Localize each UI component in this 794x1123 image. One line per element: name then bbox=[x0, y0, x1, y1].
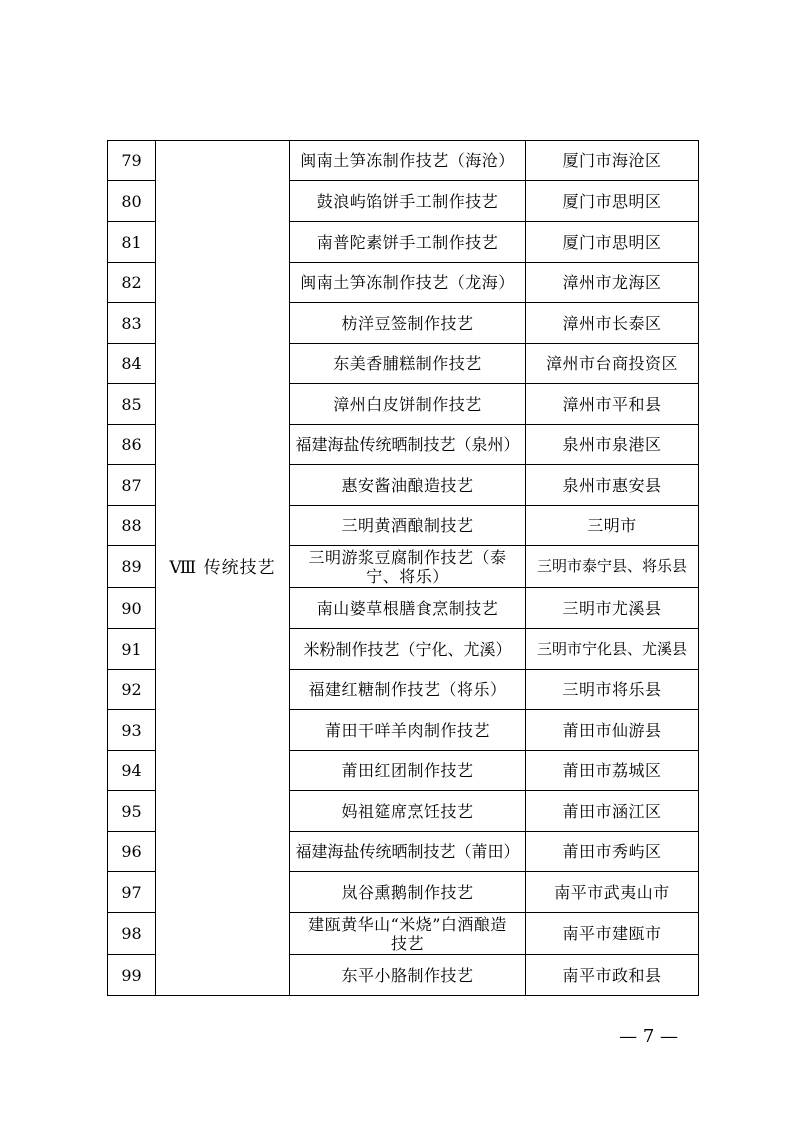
project-name: 闽南土笋冻制作技艺（龙海） bbox=[290, 263, 526, 303]
region-name: 莆田市仙游县 bbox=[526, 710, 699, 751]
project-name: 建瓯黄华山“米烧”白酒酿造技艺 bbox=[290, 913, 526, 955]
region-name: 南平市建瓯市 bbox=[526, 913, 699, 955]
region-name: 漳州市台商投资区 bbox=[526, 344, 699, 384]
project-name: 南普陀素饼手工制作技艺 bbox=[290, 222, 526, 263]
project-name: 米粉制作技艺（宁化、尤溪） bbox=[290, 629, 526, 670]
row-number: 82 bbox=[108, 263, 156, 303]
row-number: 90 bbox=[108, 588, 156, 629]
project-name: 三明游浆豆腐制作技艺（泰宁、将乐） bbox=[290, 546, 526, 588]
heritage-table-container bbox=[107, 140, 698, 996]
project-name: 三明黄酒酿制技艺 bbox=[290, 506, 526, 546]
row-number: 92 bbox=[108, 670, 156, 710]
project-name: 福建红糖制作技艺（将乐） bbox=[290, 670, 526, 710]
project-name: 鼓浪屿馅饼手工制作技艺 bbox=[290, 181, 526, 222]
category-cell: Ⅷ 传统技艺 bbox=[156, 141, 290, 996]
project-name: 岚谷熏鹅制作技艺 bbox=[290, 872, 526, 913]
page-number: — 7 — bbox=[619, 1026, 678, 1047]
row-number: 88 bbox=[108, 506, 156, 546]
project-name: 南山婆草根膳食烹制技艺 bbox=[290, 588, 526, 629]
region-name: 厦门市海沧区 bbox=[526, 141, 699, 181]
project-name: 莆田红团制作技艺 bbox=[290, 751, 526, 791]
project-name: 惠安酱油酿造技艺 bbox=[290, 465, 526, 506]
region-name: 莆田市秀屿区 bbox=[526, 832, 699, 872]
heritage-table bbox=[107, 140, 699, 996]
region-name: 漳州市平和县 bbox=[526, 384, 699, 425]
row-number: 84 bbox=[108, 344, 156, 384]
project-name: 福建海盐传统晒制技艺（泉州） bbox=[290, 425, 526, 465]
region-name: 漳州市龙海区 bbox=[526, 263, 699, 303]
row-number: 99 bbox=[108, 955, 156, 996]
row-number: 81 bbox=[108, 222, 156, 263]
region-name: 三明市将乐县 bbox=[526, 670, 699, 710]
row-number: 97 bbox=[108, 872, 156, 913]
row-number: 85 bbox=[108, 384, 156, 425]
row-number: 98 bbox=[108, 913, 156, 955]
row-number: 83 bbox=[108, 303, 156, 344]
region-name: 南平市武夷山市 bbox=[526, 872, 699, 913]
project-name: 东平小胳制作技艺 bbox=[290, 955, 526, 996]
region-name: 莆田市涵江区 bbox=[526, 791, 699, 832]
region-name: 莆田市荔城区 bbox=[526, 751, 699, 791]
row-number: 79 bbox=[108, 141, 156, 181]
region-name: 泉州市泉港区 bbox=[526, 425, 699, 465]
row-number: 95 bbox=[108, 791, 156, 832]
row-number: 93 bbox=[108, 710, 156, 751]
project-name: 枋洋豆签制作技艺 bbox=[290, 303, 526, 344]
project-name: 闽南土笋冻制作技艺（海沧） bbox=[290, 141, 526, 181]
project-name: 妈祖筵席烹饪技艺 bbox=[290, 791, 526, 832]
row-number: 86 bbox=[108, 425, 156, 465]
row-number: 91 bbox=[108, 629, 156, 670]
region-name: 厦门市思明区 bbox=[526, 181, 699, 222]
region-name: 厦门市思明区 bbox=[526, 222, 699, 263]
row-number: 89 bbox=[108, 546, 156, 588]
region-name: 漳州市长泰区 bbox=[526, 303, 699, 344]
project-name: 莆田干咩羊肉制作技艺 bbox=[290, 710, 526, 751]
row-number: 94 bbox=[108, 751, 156, 791]
row-number: 96 bbox=[108, 832, 156, 872]
region-name: 南平市政和县 bbox=[526, 955, 699, 996]
region-name: 三明市尤溪县 bbox=[526, 588, 699, 629]
row-number: 87 bbox=[108, 465, 156, 506]
project-name: 东美香脯糕制作技艺 bbox=[290, 344, 526, 384]
project-name: 漳州白皮饼制作技艺 bbox=[290, 384, 526, 425]
region-name: 三明市宁化县、尤溪县 bbox=[526, 629, 699, 670]
region-name: 三明市泰宁县、将乐县 bbox=[526, 546, 699, 588]
project-name: 福建海盐传统晒制技艺（莆田） bbox=[290, 832, 526, 872]
row-number: 80 bbox=[108, 181, 156, 222]
region-name: 泉州市惠安县 bbox=[526, 465, 699, 506]
table-row bbox=[108, 141, 699, 181]
region-name: 三明市 bbox=[526, 506, 699, 546]
